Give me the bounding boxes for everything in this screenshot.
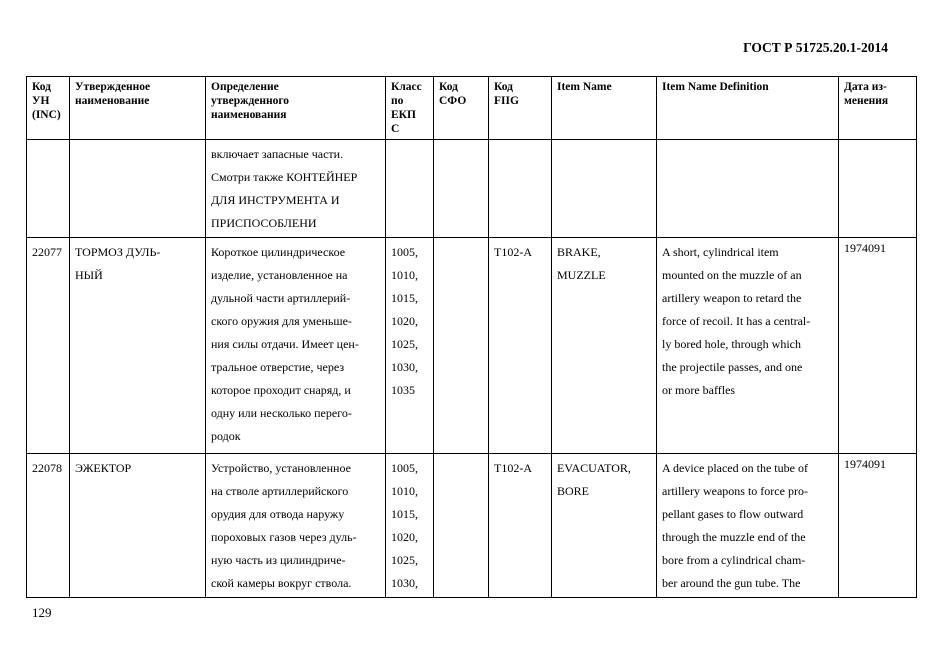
column-header-line: наименование xyxy=(75,95,150,107)
column-header xyxy=(206,77,386,140)
item-definition-line: pellant gases to flow outward xyxy=(662,507,804,521)
item-definition-line: the projectile passes, and one xyxy=(662,360,803,374)
definition-line: на стволе артиллерийского xyxy=(211,484,349,498)
definition-line: изделие, установленное на xyxy=(211,268,348,282)
column-header xyxy=(552,77,657,140)
class-line: 1010, xyxy=(391,268,418,282)
cell-fiig xyxy=(489,140,552,238)
column-header-line: по xyxy=(391,95,404,107)
definition-line: одну или несколько перего- xyxy=(211,406,352,420)
column-header xyxy=(386,77,434,140)
column-header xyxy=(70,77,206,140)
column-header-line: Код xyxy=(32,81,52,93)
class-line: 1015, xyxy=(391,507,418,521)
table-header-row xyxy=(27,77,917,140)
page-number: 129 xyxy=(32,605,52,620)
cell-item-name xyxy=(552,140,657,238)
column-header-line: Код xyxy=(494,81,514,93)
cell-classes xyxy=(386,238,434,454)
cell-item-name xyxy=(552,454,657,598)
cell-code xyxy=(27,238,70,454)
column-header xyxy=(489,77,552,140)
item-definition-line: A device placed on the tube of xyxy=(662,461,808,475)
cell-classes xyxy=(386,454,434,598)
item-definition-line: through the muzzle end of the xyxy=(662,530,806,544)
definition-line: ского оружия для уменьше- xyxy=(211,314,352,328)
column-header-line: Item Name Definition xyxy=(662,81,769,93)
code-value: 22077 xyxy=(32,245,62,259)
cell-definition xyxy=(206,238,386,454)
date-value: 1974091 xyxy=(844,241,886,255)
cell-code xyxy=(27,140,70,238)
column-header xyxy=(27,77,70,140)
class-line: 1020, xyxy=(391,314,418,328)
class-line: 1015, xyxy=(391,291,418,305)
cell-name xyxy=(70,238,206,454)
definition-line: ПРИСПОСОБЛЕНИ xyxy=(211,216,317,230)
definition-line: дульной части артиллерий- xyxy=(211,291,351,305)
cell-name xyxy=(70,454,206,598)
definition-line: ную часть из цилиндриче- xyxy=(211,553,346,567)
code-value: 22078 xyxy=(32,461,62,475)
definition-line: пороховых газов через дуль- xyxy=(211,530,357,544)
column-header xyxy=(657,77,839,140)
definition-line: включает запасные части. xyxy=(211,147,344,161)
cell-date xyxy=(839,140,917,238)
definition-line: ния силы отдачи. Имеет цен- xyxy=(211,337,359,351)
column-header-line: наименования xyxy=(211,109,287,121)
cell-classes xyxy=(386,140,434,238)
column-header-line: Утвержденное xyxy=(75,81,151,93)
item-definition-line: force of recoil. It has a central- xyxy=(662,314,811,328)
class-line: 1005, xyxy=(391,461,418,475)
item-name-line: BRAKE, xyxy=(557,245,601,259)
cell-date xyxy=(839,454,917,598)
item-name-line: EVACUATOR, xyxy=(557,461,631,475)
column-header-line: ЕКП xyxy=(391,109,416,121)
cell-fiig xyxy=(489,238,552,454)
item-definition-line: ly bored hole, through which xyxy=(662,337,801,351)
table-row xyxy=(27,238,917,454)
definition-line: Короткое цилиндрическое xyxy=(211,245,346,259)
class-line: 1020, xyxy=(391,530,418,544)
item-definition-line: or more baffles xyxy=(662,383,736,397)
class-line: 1030, xyxy=(391,360,418,374)
item-definition-line: bore from a cylindrical cham- xyxy=(662,553,806,567)
definition-line: ДЛЯ ИНСТРУМЕНТА И xyxy=(211,193,340,207)
item-name-line: MUZZLE xyxy=(557,268,606,282)
name-line: ЭЖЕКТОР xyxy=(75,461,132,475)
definition-line: которое проходит снаряд, и xyxy=(211,383,351,397)
column-header-line: Дата из- xyxy=(844,81,887,93)
column-header-line: С xyxy=(391,123,400,135)
cell-sfo xyxy=(434,140,489,238)
column-header-line: менения xyxy=(844,95,889,107)
date-value: 1974091 xyxy=(844,457,886,471)
definition-line: ской камеры вокруг ствола. xyxy=(211,576,352,590)
table-row xyxy=(27,454,917,598)
column-header xyxy=(434,77,489,140)
item-definition-line: artillery weapon to retard the xyxy=(662,291,802,305)
cell-fiig xyxy=(489,454,552,598)
column-header-line: (INC) xyxy=(32,109,61,121)
class-line: 1035 xyxy=(391,383,415,397)
definition-line: родок xyxy=(211,429,241,443)
document-code: ГОСТ Р 51725.20.1-2014 xyxy=(743,40,888,55)
definition-line: Смотри также КОНТЕЙНЕР xyxy=(211,170,358,184)
column-header-line: Item Name xyxy=(557,81,612,93)
catalog-table xyxy=(26,76,917,598)
cell-definition xyxy=(206,454,386,598)
column-header-line: Код xyxy=(439,81,459,93)
cell-item-name xyxy=(552,238,657,454)
cell-sfo xyxy=(434,454,489,598)
column-header-line: Класс xyxy=(391,81,422,93)
name-line: НЫЙ xyxy=(75,268,103,282)
cell-item-definition xyxy=(657,454,839,598)
fiig-value: T102-A xyxy=(494,461,532,475)
item-definition-line: artillery weapons to force pro- xyxy=(662,484,808,498)
cell-definition xyxy=(206,140,386,238)
item-definition-line: A short, cylindrical item xyxy=(662,245,779,259)
cell-name xyxy=(70,140,206,238)
column-header-line: Определение xyxy=(211,81,279,93)
item-name-line: BORE xyxy=(557,484,590,498)
class-line: 1030, xyxy=(391,576,418,590)
class-line: 1005, xyxy=(391,245,418,259)
item-definition-line: ber around the gun tube. The xyxy=(662,576,801,590)
definition-line: орудия для отвода наружу xyxy=(211,507,345,521)
cell-date xyxy=(839,238,917,454)
column-header-line: утвержденного xyxy=(211,95,290,107)
cell-code xyxy=(27,454,70,598)
cell-item-definition xyxy=(657,238,839,454)
definition-line: Устройство, установленное xyxy=(211,461,351,475)
class-line: 1025, xyxy=(391,337,418,351)
column-header-line: FIIG xyxy=(494,95,519,107)
class-line: 1010, xyxy=(391,484,418,498)
table-row xyxy=(27,140,917,238)
item-definition-line: mounted on the muzzle of an xyxy=(662,268,802,282)
column-header-line: УН xyxy=(32,95,50,107)
name-line: ТОРМОЗ ДУЛЬ- xyxy=(75,245,161,259)
cell-sfo xyxy=(434,238,489,454)
fiig-value: T102-A xyxy=(494,245,532,259)
class-line: 1025, xyxy=(391,553,418,567)
cell-item-definition xyxy=(657,140,839,238)
column-header xyxy=(839,77,917,140)
definition-line: тральное отверстие, через xyxy=(211,360,345,374)
column-header-line: СФО xyxy=(439,95,467,107)
